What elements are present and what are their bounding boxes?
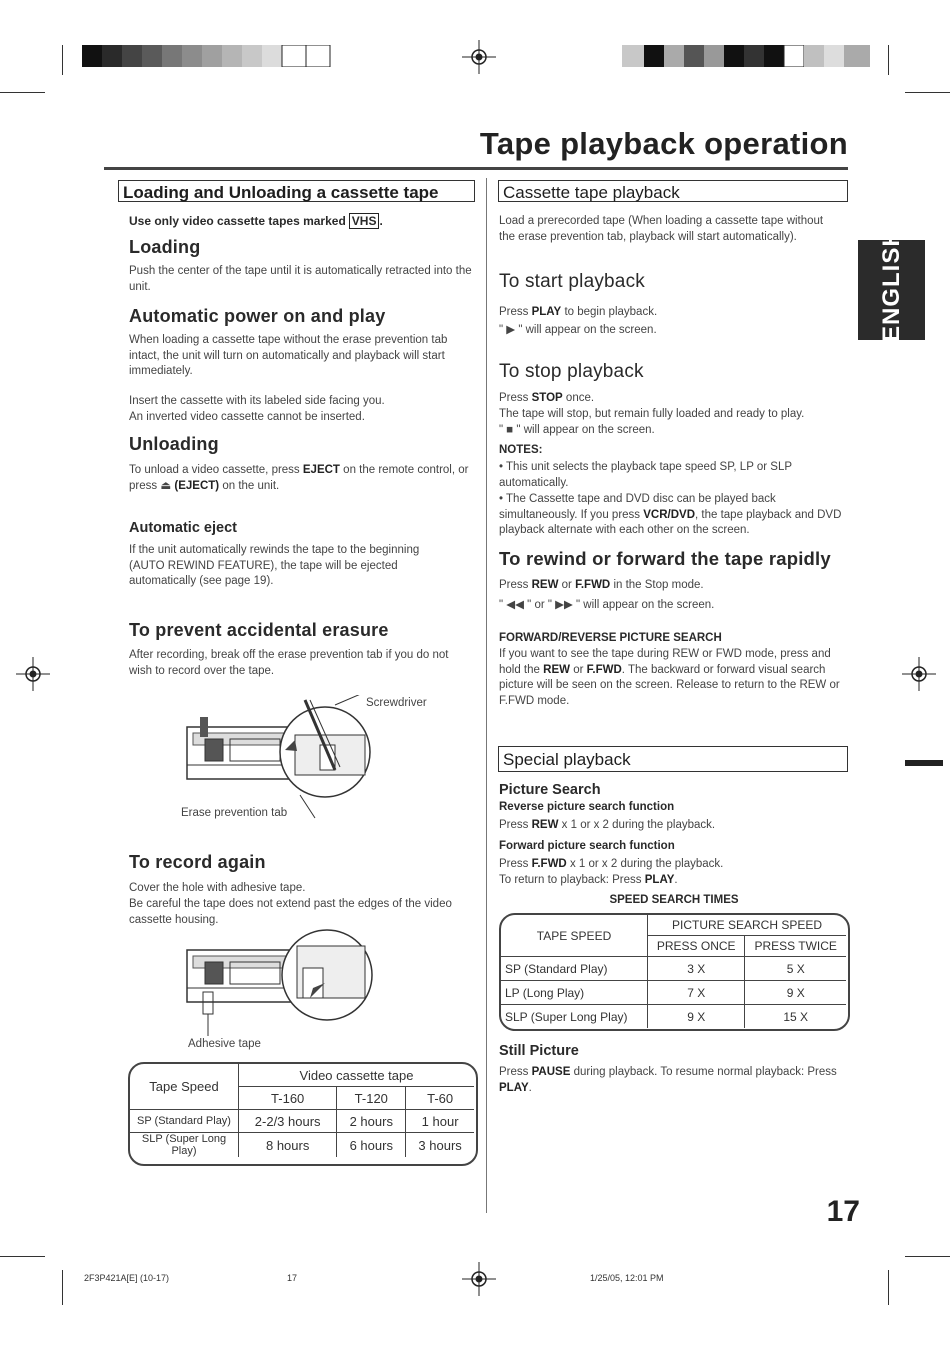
record-again-careful: Be careful the tape does not extend past the edges of the video cassette housing. [129, 898, 452, 926]
loading-text: Push the center of the tape until it is automatically retracted into the unit. [129, 265, 472, 293]
auto-power-heading: Automatic power on and play [129, 306, 386, 326]
crop-mark [888, 45, 889, 75]
crop-mark [0, 1256, 45, 1257]
bullet-icon: • [499, 461, 504, 473]
forward-ffwd-key: F.FWD [531, 858, 567, 870]
crop-mark [905, 92, 950, 93]
column-header: PRESS ONCE [648, 936, 745, 957]
tape-speed-header: Tape Speed [130, 1064, 239, 1110]
table-row [130, 1133, 474, 1158]
return-play-key: PLAY [644, 874, 675, 886]
table-row [501, 981, 846, 1005]
rewind-rest: in the Stop mode. [613, 579, 704, 591]
table-row [501, 957, 846, 981]
column-header: T-60 [406, 1087, 474, 1110]
loading-heading: Loading [129, 237, 201, 257]
still-play-key: PLAY [499, 1081, 529, 1094]
bullet-icon: • [499, 493, 504, 505]
table-cell: 3 X [648, 957, 745, 981]
table-cell: 1 hour [406, 1110, 474, 1133]
registration-mark-icon [462, 40, 496, 74]
stop-rest: once. [565, 392, 595, 404]
eject-icon: ⏏ [160, 479, 172, 492]
play-key: PLAY [531, 306, 562, 318]
color-bar-right [622, 45, 872, 67]
title-rule [104, 167, 848, 170]
column-divider [486, 178, 487, 1213]
eject-key: EJECT [302, 464, 340, 476]
start-press: Press [499, 306, 529, 318]
return-playback-text: To return to playback: Press PLAY. [499, 874, 678, 886]
prevent-heading: To prevent accidental erasure [129, 620, 389, 640]
section-title-special-playback: Special playback [498, 746, 848, 772]
fr-or: or [573, 663, 584, 676]
record-again-heading: To record again [129, 852, 266, 872]
playback-intro: Load a prerecorded tape (When loading a cassette tape without the erase prevention tab, playback will start automatically). [499, 215, 824, 243]
forward-press: Press [499, 858, 529, 870]
erase-tab-label: Erase prevention tab [181, 807, 288, 819]
auto-eject-text: If the unit automatically rewinds the tape to the beginning (AUTO REWIND FEATURE), the tape will be ejected automatically (see page 19). [129, 544, 420, 587]
unloading-heading: Unloading [129, 434, 219, 454]
stop-key: STOP [531, 392, 563, 404]
pause-key: PAUSE [531, 1066, 571, 1078]
vhs-notice: Use only video cassette tapes marked VHS . [129, 214, 383, 228]
section-title-loading-unloading: Loading and Unloading a cassette tape [118, 180, 475, 202]
table-cell: 8 hours [239, 1133, 337, 1158]
speed-search-table [501, 915, 846, 1028]
tape-speed-header: TAPE SPEED [501, 915, 648, 957]
note-1 [499, 460, 844, 491]
page-number: 17 [826, 1195, 860, 1228]
reverse-press: Press [499, 819, 529, 831]
adhesive-label: Adhesive tape [188, 1038, 261, 1050]
auto-power-inverted: An inverted video cassette cannot be inserted. [129, 411, 365, 423]
speed-search-times-heading: SPEED SEARCH TIMES [609, 894, 739, 906]
footer-date: 1/25/05, 12:01 PM [590, 1273, 664, 1283]
rewind-text [499, 578, 844, 594]
eject-unit-key: (EJECT) [174, 479, 220, 492]
crop-mark [905, 1256, 950, 1257]
stop-heading: To stop playback [499, 361, 644, 382]
unloading-text-a: To unload a video cassette, press [129, 464, 300, 476]
stop-press: Press [499, 392, 529, 404]
table-cell: 2 hours [337, 1110, 406, 1133]
crop-mark [0, 92, 45, 93]
fr-text-a: If you want to see the tape during REW or FWD mode, press and hold the [499, 648, 831, 676]
stop-text [499, 391, 844, 407]
rewind-heading: To rewind or forward the tape rapidly [499, 548, 831, 569]
unloading-text-b: on the remote control, or press [129, 464, 469, 492]
crop-mark [62, 45, 63, 75]
table-cell: 2-2/3 hours [239, 1110, 337, 1133]
table-cell: 7 X [648, 981, 745, 1005]
column-header: T-160 [239, 1087, 337, 1110]
page-title: Tape playback operation [479, 126, 848, 161]
language-tab-label: ENGLISH [878, 228, 905, 342]
video-cassette-header: Video cassette tape [239, 1064, 475, 1087]
crop-mark [888, 1270, 889, 1305]
rewind-press: Press [499, 579, 529, 591]
fr-ffwd-key: F.FWD [586, 663, 622, 676]
note-2 [499, 492, 847, 539]
registration-mark-icon [902, 657, 936, 691]
note-1-text: This unit selects the playback tape speed SP, LP or SLP automatically. [499, 461, 792, 489]
fr-rew-key: REW [543, 663, 570, 676]
vhs-notice-text: Use only video cassette tapes marked [129, 214, 346, 228]
stop-line2: The tape will stop, but remain fully loaded and ready to play. [499, 408, 805, 420]
still-picture-heading: Still Picture [499, 1043, 579, 1059]
row-label: SP (Standard Play) [501, 957, 648, 981]
forward-rest: x 1 or x 2 during the playback. [569, 858, 724, 870]
table-cell: 6 hours [337, 1133, 406, 1158]
column-header: T-120 [337, 1087, 406, 1110]
note-2-text-a: The Cassette tape and DVD disc can be played back simultaneously. If you press [499, 493, 776, 521]
tape-time-table [130, 1064, 474, 1157]
reverse-rew-key: REW [531, 819, 559, 831]
rewind-or: or [561, 579, 572, 591]
still-press: Press [499, 1066, 529, 1078]
auto-eject-heading: Automatic eject [129, 520, 237, 536]
still-picture-text: Press PAUSE during playback. To resume normal playback: Press PLAY. [499, 1066, 837, 1094]
row-label: SLP (Super Long Play) [501, 1005, 648, 1029]
start-rest: to begin playback. [564, 306, 658, 318]
fr-search-heading: FORWARD/REVERSE PICTURE SEARCH [499, 632, 722, 644]
registration-mark-icon [16, 657, 50, 691]
reverse-search-heading: Reverse picture search function [499, 801, 675, 813]
column-header: PRESS TWICE [745, 936, 846, 957]
forward-search-text [499, 857, 723, 873]
table-row [501, 1005, 846, 1029]
forward-search-heading: Forward picture search function [499, 840, 675, 852]
footer-page: 17 [287, 1273, 298, 1283]
row-label: SP (Standard Play) [130, 1110, 239, 1133]
picture-search-heading: Picture Search [499, 782, 601, 798]
table-cell: 15 X [745, 1005, 846, 1029]
reverse-search-text [499, 818, 715, 834]
start-text [499, 305, 844, 321]
auto-power-insert: Insert the cassette with its labeled side facing you. [129, 395, 385, 407]
edge-marker [905, 760, 943, 766]
fr-search-text [499, 647, 849, 709]
crop-mark [62, 1270, 63, 1305]
reverse-rest: x 1 or x 2 during the playback. [561, 819, 716, 831]
footer-file: 2F3P421A[E] (10-17) [84, 1273, 170, 1283]
adhesive-tape-illustration [185, 928, 375, 1038]
stop-symbol-line: " ■ " will appear on the screen. [499, 424, 655, 436]
unloading-text [129, 463, 474, 494]
return-text: To return to playback: Press [499, 874, 642, 886]
section-title-cassette-playback: Cassette tape playback [498, 180, 848, 202]
vcr-dvd-key: VCR/DVD [643, 508, 696, 521]
rew-key: REW [531, 579, 559, 591]
color-bar-left [82, 45, 332, 67]
auto-power-text: When loading a cassette tape without the erase prevention tab intact, the unit will turn on automatically and playback will start immediately. [129, 334, 448, 377]
ffwd-key: F.FWD [575, 579, 611, 591]
notes-heading: NOTES: [499, 444, 543, 456]
screwdriver-label: Screwdriver [366, 697, 427, 709]
prevent-text: After recording, break off the erase prevention tab if you do not wish to record over the tape. [129, 649, 449, 677]
note-2-text-b: , the tape playback and DVD playback alternate with each other on the screen. [499, 508, 842, 536]
record-again-cover: Cover the hole with adhesive tape. [129, 882, 306, 894]
table-cell: 9 X [648, 1005, 745, 1029]
registration-mark-icon [462, 1262, 496, 1296]
row-label: SLP (Super Long Play) [130, 1133, 239, 1158]
table-cell: 5 X [745, 957, 846, 981]
row-label: LP (Long Play) [501, 981, 648, 1005]
table-row [130, 1110, 474, 1133]
table-cell: 9 X [745, 981, 846, 1005]
unloading-text-c: on the unit. [222, 479, 280, 492]
rewind-symbol-line: " ◀◀ " or " ▶▶ " will appear on the screen. [499, 599, 715, 611]
fr-text-b: . The backward or forward visual search picture will be seen on the screen. Release to return to the REW or F.FWD mode. [499, 663, 840, 707]
table-cell: 3 hours [406, 1133, 474, 1158]
still-rest: during playback. To resume normal playback: Press [573, 1066, 837, 1078]
vhs-logo: VHS [349, 213, 380, 229]
start-heading: To start playback [499, 271, 645, 292]
picture-search-speed-header: PICTURE SEARCH SPEED [648, 915, 847, 936]
start-symbol-line: " ▶ " will appear on the screen. [499, 324, 657, 336]
